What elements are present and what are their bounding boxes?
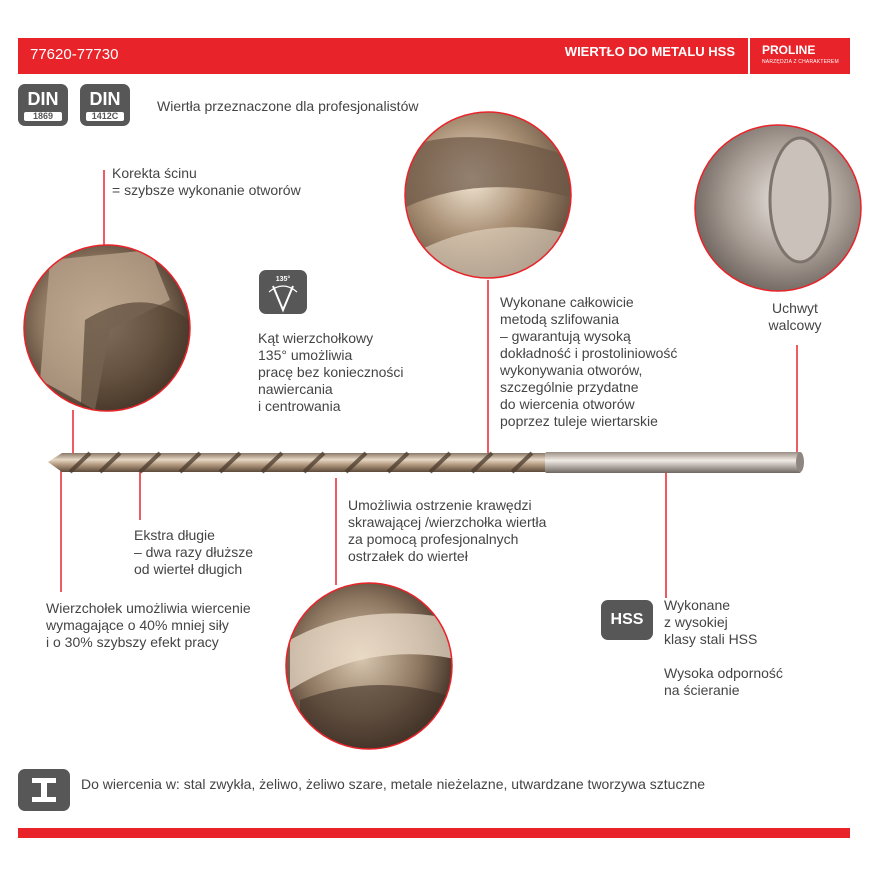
wierzcholek-text: Wierzchołek umożliwia wiercenie wymagające o 40% mniej siły i o 30% szybszy efekt pracy <box>46 600 251 650</box>
intro-text: Wiertła przeznaczone dla profesjonalistów <box>157 98 419 114</box>
odpornosc-text: Wysoka odporność na ścieranie <box>664 665 783 698</box>
footer-text: Do wiercenia w: stal zwykła, żeliwo, żeliwo szare, metale nieżelazne, utwardzane tworzywa sztuczne <box>81 776 706 792</box>
svg-text:135°: 135° <box>275 276 291 283</box>
uchwyt-text: Uchwyt walcowy <box>768 300 822 333</box>
product-code: 77620-77730 <box>30 46 119 63</box>
header-divider <box>748 38 750 74</box>
zoom-tip-circle <box>24 245 200 420</box>
din-badge-1412c: DIN 1412C <box>80 84 130 126</box>
steel-beam-icon <box>18 769 70 811</box>
hss-badge: HSS <box>601 600 653 640</box>
zoom-shank-circle <box>695 125 861 291</box>
angle-135-icon <box>259 270 307 314</box>
ekstra-text: Ekstra długie – dwa razy dłuższe od wierteł długich <box>134 527 254 577</box>
brand-tagline: NARZĘDZIA Z CHARAKTEREM <box>762 59 839 65</box>
drill-bit <box>48 452 804 473</box>
zoom-edge-circle <box>286 583 460 760</box>
hss-text: Wykonane z wysokiej klasy stali HSS <box>664 597 758 647</box>
product-title: WIERTŁO DO METALU HSS <box>564 44 735 59</box>
kat-text: Kąt wierzchołkowy 135° umożliwia pracę bez konieczności nawiercania i centrowania <box>258 330 404 414</box>
zoom-ground-circle <box>400 112 590 290</box>
korekta-text: Korekta ścinu = szybsze wykonanie otworów <box>112 165 301 198</box>
brand-logo: PROLINE <box>762 43 816 57</box>
footer-bar <box>18 828 850 838</box>
szlif-text: Wykonane całkowicie metodą szlifowania – gwarantują wysoką dokładność i prostoliniowość wykonywania otworów, szczególnie przydatne do wiercenia otworów poprzez tuleje wiertarskie <box>500 294 678 429</box>
ostrzenie-text: Umożliwia ostrzenie krawędzi skrawającej /wierzchołka wiertła za pomocą profesjonalnych ostrzałek do wierteł <box>348 497 547 564</box>
din-badge-1869: DIN 1869 <box>18 84 68 126</box>
